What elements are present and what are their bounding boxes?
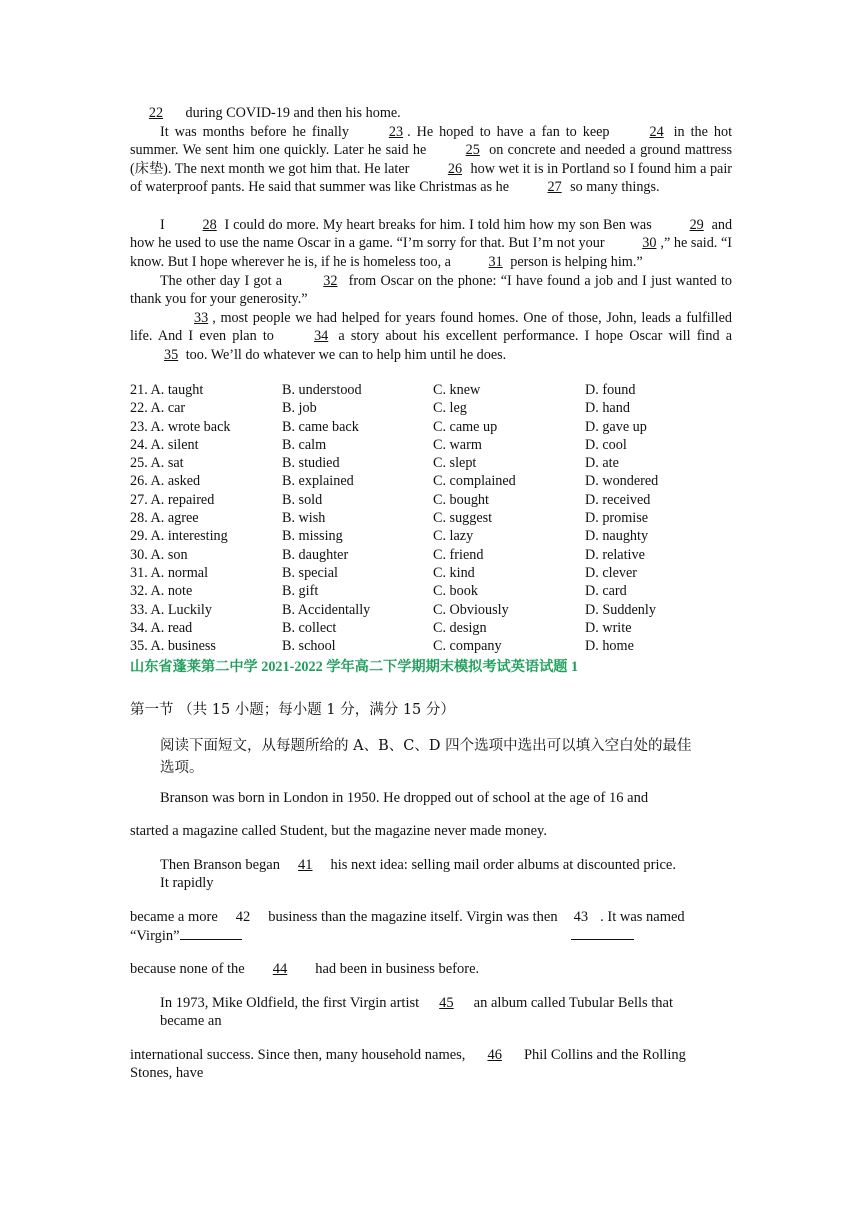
- blank-44: 44: [272, 961, 288, 977]
- instruction-line-1: 阅读下面短文，从每题所给的 A、B、C、D 四个选项中选出可以填入空白处的最佳: [160, 738, 692, 754]
- text: , most people we had helped for years found homes. One of those, John, leads a fulfilled life. And I even plan to: [130, 310, 732, 345]
- text: on concrete and needed a ground mattress (床垫). The next month we got him that. He later: [130, 142, 733, 177]
- option-d: D. cool: [585, 436, 627, 453]
- option-b: B. missing: [282, 528, 343, 545]
- option-d: D. home: [585, 638, 634, 655]
- option-b: B. job: [282, 400, 317, 417]
- blank-30: 30: [642, 235, 657, 252]
- blank-26: 26: [447, 160, 463, 177]
- text: Phil Collins and the Rolling: [523, 1047, 686, 1063]
- text: too. We’ll do whatever we can to help him until he does.: [185, 346, 507, 363]
- text: . He hoped to have a fan to keep: [407, 124, 610, 140]
- blank-46: 46: [487, 1047, 502, 1063]
- option-d: D. clever: [585, 564, 637, 581]
- text: Then Branson began: [160, 857, 280, 873]
- option-b: B. sold: [282, 491, 323, 508]
- option-d: D. write: [585, 619, 632, 636]
- option-b: B. studied: [282, 455, 340, 472]
- text: because none of the: [130, 961, 245, 977]
- blank-35: 35: [164, 346, 179, 363]
- option-row: [130, 381, 750, 399]
- option-a: 26. A. asked: [130, 473, 201, 490]
- passage2-line-6: [130, 926, 242, 945]
- text: business than the magazine itself. Virgin was then: [268, 909, 558, 925]
- text: In 1973, Mike Oldfield, the first Virgin artist: [160, 995, 420, 1011]
- option-a: 25. A. sat: [130, 455, 184, 472]
- text: from Oscar on the phone: “I have found a job and I just wanted to thank you for your generosity.”: [130, 273, 733, 308]
- option-b: B. understood: [282, 382, 362, 398]
- option-c: C. Obviously: [433, 601, 509, 618]
- option-d: D. hand: [585, 400, 630, 417]
- text: had been in business before.: [315, 961, 480, 977]
- passage2-line-3: [160, 856, 676, 874]
- option-a: 24. A. silent: [130, 436, 199, 453]
- passage2-line-11: Stones, have: [130, 1065, 204, 1081]
- option-c: C. lazy: [433, 528, 474, 545]
- option-b: B. collect: [282, 619, 337, 636]
- blank-32: 32: [323, 273, 338, 289]
- blank-23: 23: [388, 124, 404, 140]
- option-row: [130, 418, 750, 436]
- text: ,” he said. “I know. But I hope wherever he is, if he is homeless too, a: [130, 235, 732, 270]
- text: in the hot summer. We sent him one quickly. Later he said he: [130, 124, 733, 159]
- blank-22: 22: [148, 105, 164, 121]
- option-d: D. ate: [585, 455, 619, 472]
- option-a: 31. A. normal: [130, 564, 209, 581]
- blank-42: 42: [235, 909, 251, 925]
- text: during COVID-19 and then his home.: [185, 105, 401, 121]
- option-a: 34. A. read: [130, 619, 193, 636]
- option-row: [130, 601, 750, 619]
- passage-line-22: [130, 104, 732, 122]
- passage2-line-1: Branson was born in London in 1950. He dropped out of school at the age of 16 and: [160, 790, 649, 806]
- option-a: 22. A. car: [130, 400, 186, 417]
- options-list: [130, 381, 750, 655]
- option-row: [130, 436, 750, 454]
- passage2-line-2: started a magazine called Student, but the magazine never made money.: [130, 823, 547, 839]
- option-c: C. kind: [433, 564, 475, 581]
- text: a story about his excellent performance. I hope Oscar will find a: [338, 328, 733, 345]
- option-row: [130, 637, 750, 655]
- passage2-line-5: [130, 908, 685, 926]
- option-d: D. wondered: [585, 473, 659, 490]
- option-c: C. complained: [433, 473, 516, 490]
- passage2-line-7: [130, 960, 479, 978]
- option-c: C. knew: [433, 382, 481, 398]
- passage2-line-9: became an: [160, 1013, 222, 1029]
- option-a: 23. A. wrote back: [130, 418, 231, 435]
- option-c: C. came up: [433, 418, 498, 435]
- option-row: [130, 472, 750, 490]
- blank-41: 41: [298, 857, 313, 873]
- option-a: 21. A. taught: [130, 382, 204, 398]
- blank-43: 43: [573, 909, 589, 925]
- option-c: C. suggest: [433, 510, 493, 527]
- option-c: C. leg: [433, 400, 467, 417]
- blank-28: 28: [202, 217, 217, 233]
- option-c: C. friend: [433, 546, 484, 563]
- option-row: [130, 546, 750, 564]
- blank-27: 27: [547, 179, 562, 196]
- blank-45: 45: [439, 995, 454, 1011]
- section-header: 第一节 （共 15 小题；每小题 1 分，满分 15 分）: [130, 702, 455, 718]
- text: international success. Since then, many household names,: [130, 1047, 466, 1063]
- blank-33: 33: [194, 310, 209, 326]
- text: an album called Tubular Bells that: [473, 995, 674, 1011]
- option-a: 30. A. son: [130, 546, 188, 563]
- option-b: B. school: [282, 638, 336, 655]
- text: how wet it is in Portland so I found him a pair of waterproof pants. He said that summer was like Christmas as he: [130, 160, 733, 196]
- text: It was months before he finally: [160, 124, 349, 140]
- option-d: D. card: [585, 583, 627, 600]
- option-b: B. came back: [282, 418, 359, 435]
- option-a: 33. A. Luckily: [130, 601, 212, 618]
- passage2-line-10: [130, 1046, 686, 1064]
- text: so many things.: [570, 179, 660, 196]
- option-b: B. Accidentally: [282, 601, 371, 618]
- option-c: C. bought: [433, 491, 489, 508]
- text: The other day I got a: [160, 273, 283, 289]
- option-d: D. received: [585, 491, 651, 508]
- blank-31: 31: [488, 253, 503, 270]
- passage2-line-4: It rapidly: [160, 875, 214, 891]
- blank-24: 24: [649, 124, 664, 140]
- option-b: B. explained: [282, 473, 354, 490]
- option-row: [130, 564, 750, 582]
- blank-29: 29: [689, 217, 704, 233]
- text: I: [160, 217, 165, 233]
- text: “Virgin”: [130, 928, 180, 944]
- option-b: B. daughter: [282, 546, 349, 563]
- option-d: D. found: [585, 382, 636, 398]
- passage-paragraph-2: [130, 123, 732, 197]
- text: became a more: [130, 909, 218, 925]
- option-d: D. promise: [585, 510, 649, 527]
- text: and how he used to use the name Oscar in a game. “I’m sorry for that. But I’m not your: [130, 217, 733, 252]
- option-c: C. warm: [433, 436, 482, 453]
- text: I could do more. My heart breaks for him. I told him how my son Ben was: [224, 217, 652, 233]
- option-row: [130, 491, 750, 509]
- option-a: 35. A. business: [130, 638, 216, 655]
- passage2-line-8: [160, 994, 673, 1012]
- passage-paragraph-5: [130, 309, 732, 364]
- option-row: [130, 619, 750, 637]
- text: his next idea: selling mail order albums at discounted price.: [330, 857, 676, 873]
- passage-paragraph-4: [130, 272, 732, 309]
- option-b: B. wish: [282, 510, 326, 527]
- exam-title: 山东省蓬莱第二中学 2021-2022 学年高二下学期期末模拟考试英语试题 1: [130, 659, 579, 675]
- option-d: D. relative: [585, 546, 645, 563]
- option-b: B. gift: [282, 583, 319, 600]
- option-row: [130, 582, 750, 600]
- text: person is helping him.”: [510, 253, 643, 270]
- option-a: 27. A. repaired: [130, 491, 215, 508]
- option-c: C. book: [433, 583, 478, 600]
- option-row: [130, 509, 750, 527]
- option-d: D. naughty: [585, 528, 649, 545]
- option-row: [130, 527, 750, 545]
- option-d: D. gave up: [585, 418, 647, 435]
- passage-paragraph-3: [130, 216, 732, 271]
- option-a: 32. A. note: [130, 583, 193, 600]
- option-row: [130, 454, 750, 472]
- underline-blank: [180, 926, 242, 940]
- option-row: [130, 399, 750, 417]
- option-c: C. design: [433, 619, 487, 636]
- underline-blank: [571, 939, 634, 940]
- option-a: 29. A. interesting: [130, 528, 228, 545]
- blank-34: 34: [314, 328, 329, 345]
- option-b: B. special: [282, 564, 338, 581]
- instruction-line-2: 选项。: [160, 760, 204, 776]
- option-a: 28. A. agree: [130, 510, 199, 527]
- option-c: C. slept: [433, 455, 477, 472]
- option-c: C. company: [433, 638, 502, 655]
- text: . It was named: [600, 909, 685, 925]
- option-b: B. calm: [282, 436, 327, 453]
- option-d: D. Suddenly: [585, 601, 656, 618]
- blank-25: 25: [465, 142, 480, 159]
